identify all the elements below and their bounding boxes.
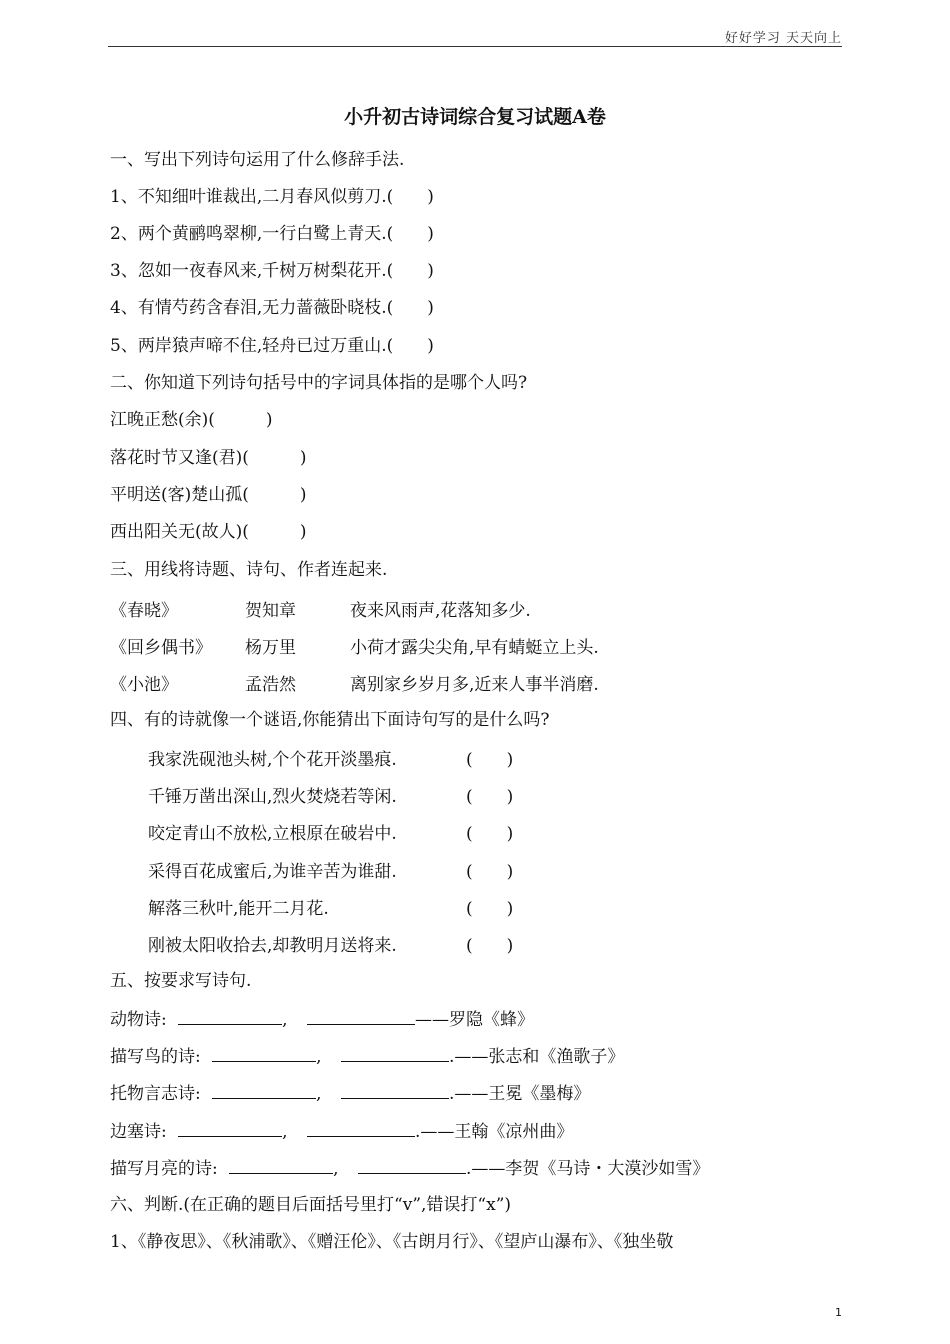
riddle-verse: 采得百花成蜜后,为谁辛苦为谁甜. (148, 862, 397, 882)
section1-item-1: 1、不知细叶谁裁出,二月春风似剪刀.( ) (110, 187, 434, 207)
poem-title: 《春晓》 (110, 601, 178, 621)
fill-label: 描写月亮的诗: (110, 1159, 218, 1179)
answer-blank[interactable] (341, 1043, 449, 1062)
section2-item-2: 落花时节又逢(君)( ) (110, 448, 307, 468)
poem-verse: 夜来风雨声,花落知多少. (350, 601, 531, 621)
page-number: 1 (835, 1306, 842, 1319)
poem-source: .——张志和《渔歌子》 (448, 1047, 625, 1067)
fill-label: 边塞诗: (110, 1122, 167, 1142)
poem-source: ——罗隐《蜂》 (414, 1010, 534, 1030)
answer-blank[interactable] (341, 1080, 449, 1099)
blank-separator: , (333, 1159, 339, 1179)
poem-author: 孟浩然 (245, 675, 296, 695)
section1-item-3: 3、忽如一夜春风来,千树万树梨花开.( ) (110, 261, 434, 281)
fill-label: 动物诗: (110, 1010, 167, 1030)
answer-blank[interactable] (307, 1006, 415, 1025)
answer-blank[interactable] (178, 1118, 282, 1137)
answer-paren: ( ) (466, 750, 514, 770)
poem-title: 《小池》 (110, 675, 178, 695)
blank-separator: , (316, 1047, 322, 1067)
answer-paren: ( ) (466, 862, 514, 882)
answer-blank[interactable] (229, 1155, 333, 1174)
section5-heading: 五、按要求写诗句. (110, 971, 252, 991)
section2-item-3: 平明送(客)楚山孤( ) (110, 485, 307, 505)
fill-label: 描写鸟的诗: (110, 1047, 201, 1067)
poem-title: 《回乡偶书》 (110, 638, 212, 658)
riddle-verse: 千锤万凿出深山,烈火焚烧若等闲. (148, 787, 397, 807)
answer-blank[interactable] (358, 1155, 466, 1174)
riddle-verse: 解落三秋叶,能开二月花. (148, 899, 329, 919)
section4-heading: 四、有的诗就像一个谜语,你能猜出下面诗句写的是什么吗? (110, 710, 550, 730)
answer-blank[interactable] (178, 1006, 282, 1025)
poem-verse: 小荷才露尖尖角,早有蜻蜓立上头. (350, 638, 599, 658)
fill-line-frontier (110, 1118, 573, 1144)
poem-verse: 离别家乡岁月多,近来人事半消磨. (350, 675, 599, 695)
fill-line-moon (110, 1155, 709, 1181)
fill-line-animal (110, 1006, 534, 1032)
poem-author: 杨万里 (245, 638, 296, 658)
riddle-verse: 刚被太阳收拾去,却教明月送将来. (148, 936, 397, 956)
answer-blank[interactable] (212, 1080, 316, 1099)
section1-heading: 一、写出下列诗句运用了什么修辞手法. (110, 150, 405, 170)
blank-separator: , (282, 1010, 288, 1030)
header-divider (108, 46, 842, 47)
section6-heading: 六、判断.(在正确的题目后面括号里打“v”,错误打“x”) (110, 1195, 512, 1215)
blank-separator: , (282, 1122, 288, 1142)
section2-heading: 二、你知道下列诗句括号中的字词具体指的是哪个人吗? (110, 373, 528, 393)
fill-line-aspiration (110, 1080, 590, 1106)
header-slogan: 好好学习 天天向上 (724, 31, 842, 46)
section6-item-1: 1、《静夜思》、《秋浦歌》、《赠汪伦》、《古朗月行》、《望庐山瀑布》、《独坐敬 (110, 1232, 674, 1252)
fill-line-bird (110, 1043, 624, 1069)
answer-paren: ( ) (466, 899, 514, 919)
poem-source: .——王冕《墨梅》 (448, 1084, 591, 1104)
section2-item-1: 江晚正愁(余)( ) (110, 410, 273, 430)
page-title: 小升初古诗词综合复习试题A卷 (344, 106, 606, 128)
answer-blank[interactable] (212, 1043, 316, 1062)
section1-item-2: 2、两个黄鹂鸣翠柳,一行白鹭上青天.( ) (110, 224, 434, 244)
poem-source: .——李贺《马诗・大漠沙如雪》 (465, 1159, 710, 1179)
riddle-verse: 咬定青山不放松,立根原在破岩中. (148, 824, 397, 844)
answer-paren: ( ) (466, 936, 514, 956)
riddle-verse: 我家洗砚池头树,个个花开淡墨痕. (148, 750, 397, 770)
blank-separator: , (316, 1084, 322, 1104)
poem-author: 贺知章 (245, 601, 296, 621)
section3-heading: 三、用线将诗题、诗句、作者连起来. (110, 560, 388, 580)
section1-item-4: 4、有情芍药含春泪,无力蔷薇卧晓枝.( ) (110, 298, 434, 318)
answer-blank[interactable] (307, 1118, 415, 1137)
poem-source: .——王翰《凉州曲》 (414, 1122, 574, 1142)
fill-label: 托物言志诗: (110, 1084, 201, 1104)
section1-item-5: 5、两岸猿声啼不住,轻舟已过万重山.( ) (110, 336, 434, 356)
answer-paren: ( ) (466, 787, 514, 807)
section2-item-4: 西出阳关无(故人)( ) (110, 522, 307, 542)
answer-paren: ( ) (466, 824, 514, 844)
